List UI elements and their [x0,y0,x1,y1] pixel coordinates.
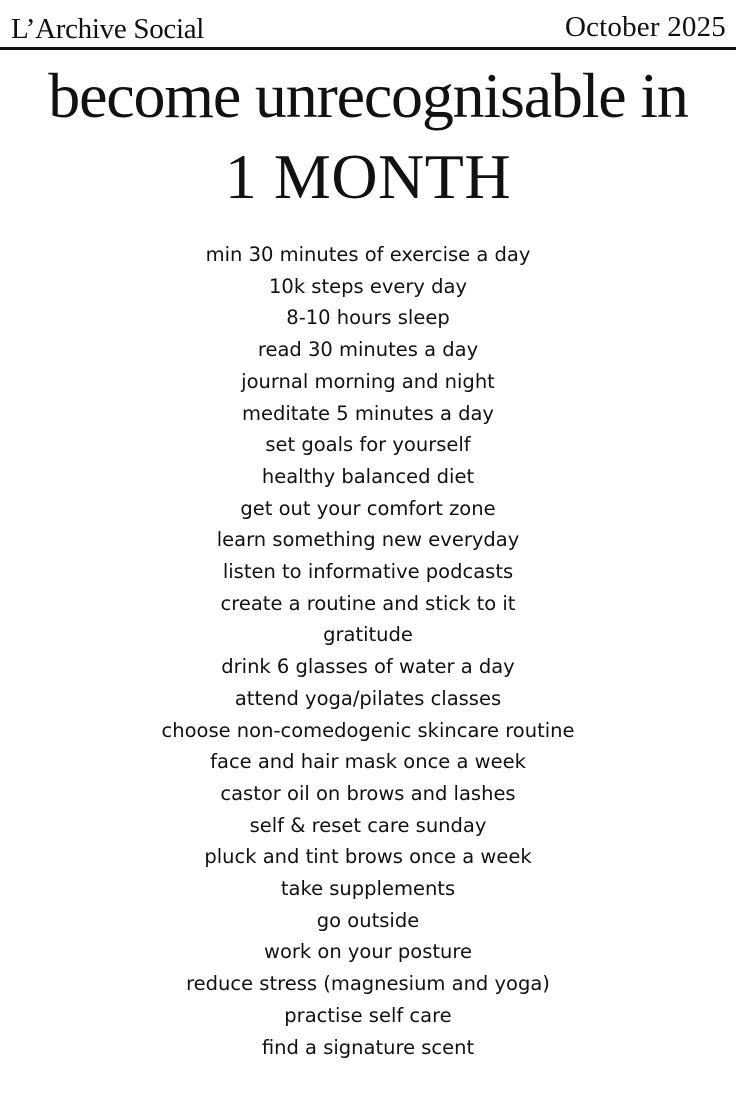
habit-item: healthy balanced diet [261,464,475,488]
habit-item: castor oil on brows and lashes [220,781,516,805]
habit-item: go outside [316,908,420,932]
habit-item: find a signature scent [261,1035,475,1059]
habit-item: 8-10 hours sleep [286,306,450,330]
page-header [0,0,736,48]
habit-item: create a routine and stick to it [220,591,516,615]
habit-item: 10k steps every day [269,274,467,298]
habit-item: drink 6 glasses of water a day [221,655,515,679]
habit-item: practise self care [284,1003,452,1027]
habit-item: reduce stress (magnesium and yoga) [186,972,550,996]
habit-item: take supplements [280,877,456,901]
habit-item: learn something new everyday [216,528,520,552]
header-divider [0,47,736,50]
habit-list [0,239,736,1063]
headline-line-2: 1 MONTH [224,141,512,212]
habit-item: meditate 5 minutes a day [242,401,494,425]
habit-item: listen to informative podcasts [222,560,514,584]
habit-item: self & reset care sunday [249,813,487,837]
habit-item: choose non-comedogenic skincare routine [161,718,575,742]
habit-item: get out your comfort zone [240,496,496,520]
brand-name: L’Archive Social [11,13,205,45]
headline-line-1: become unrecognisable in [48,60,688,131]
habit-item: set goals for yourself [265,433,471,457]
habit-item: journal morning and night [241,369,495,393]
habit-item: read 30 minutes a day [257,338,479,362]
habit-item: min 30 minutes of exercise a day [205,243,531,266]
habit-item: gratitude [323,623,413,647]
publication-date: October 2025 [564,11,726,43]
habit-item: face and hair mask once a week [210,750,526,774]
habit-item: work on your posture [264,940,472,964]
habit-item: attend yoga/pilates classes [234,686,502,710]
habit-item: pluck and tint brows once a week [204,845,532,869]
